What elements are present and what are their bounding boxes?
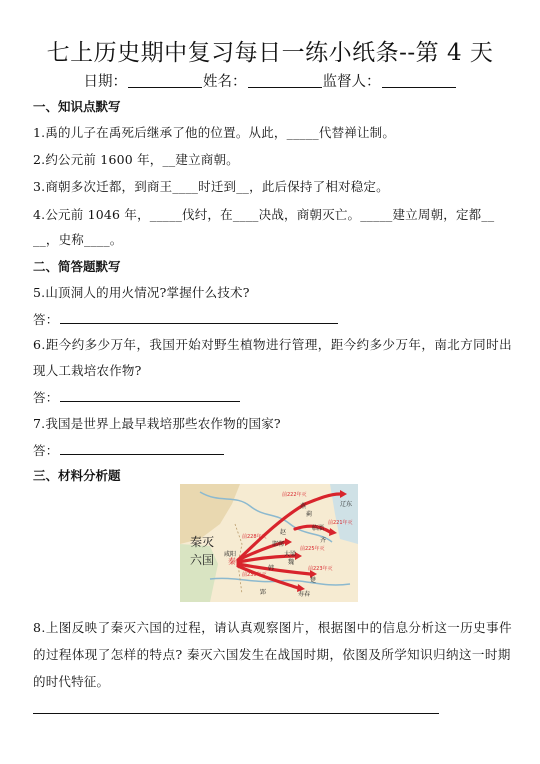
supervisor-label: 监督人： <box>322 74 381 90</box>
label-linzi: 临淄 <box>312 525 325 532</box>
label-zhao: 赵 <box>280 529 287 536</box>
question-3: 3.商朝多次迁都，到商王____时迁到__，此后保持了相对稳定。 <box>33 179 389 194</box>
page-title: 七上历史期中复习每日一练小纸条--第 4 天 <box>46 40 494 66</box>
answer-label-5: 答： <box>33 312 59 327</box>
label-chu: 楚 <box>310 577 317 584</box>
year-223: 前223年灭 <box>308 566 333 572</box>
year-221: 前221年灭 <box>328 520 353 526</box>
answer-label-7: 答： <box>33 443 59 458</box>
year-230: 前230年灭 <box>242 572 267 578</box>
question-5: 5.山顶洞人的用火情况?掌握什么技术? <box>33 285 250 300</box>
section-heading-knowledge: 一、知识点默写 <box>33 99 121 114</box>
answer-label-6: 答： <box>33 390 59 405</box>
name-label: 姓名： <box>203 74 247 90</box>
question-8-cont: 的过程体现了怎样的特点? 秦灭六国发生在战国时期，依图及所学知识归纳这一时期 <box>33 647 511 662</box>
year-222: 前222年灭 <box>282 492 307 498</box>
label-yan: 燕 <box>300 503 307 510</box>
question-7: 7.我国是世界上最早栽培那些农作物的国家? <box>33 416 281 431</box>
map-title-1: 秦灭 <box>190 535 215 549</box>
label-qin: 秦 <box>228 557 236 566</box>
info-row <box>0 70 540 91</box>
question-4: 4.公元前 1046 年，_____伐纣，在____决战，商朝灭亡。_____建立周朝，定都__ <box>33 207 495 222</box>
answer-line-5[interactable] <box>60 323 338 324</box>
label-shouchun: 寿春 <box>298 591 311 598</box>
answer-line-8[interactable] <box>33 713 439 714</box>
label-han: 韩 <box>268 565 275 572</box>
label-daliang: 大梁 <box>284 551 297 558</box>
question-8: 8.上图反映了秦灭六国的过程，请认真观察图片，根据图中的信息分析这一历史事件 <box>33 620 513 635</box>
map-title-2: 六国 <box>190 553 215 567</box>
question-1: 1.禹的儿子在禹死后继承了他的位置。从此，_____代替禅让制。 <box>33 125 396 140</box>
label-ji: 蓟 <box>306 511 313 518</box>
section-heading-short-answer: 二、简答题默写 <box>33 259 121 274</box>
label-ying: 郢 <box>260 589 267 596</box>
section-heading-material: 三、材料分析题 <box>33 468 121 483</box>
label-xianyang: 咸阳 <box>224 551 237 558</box>
label-qi: 齐 <box>320 537 327 544</box>
label-liaodong: 辽东 <box>340 501 353 508</box>
date-blank[interactable] <box>128 87 202 88</box>
year-228: 前228年灭 <box>242 534 267 540</box>
question-2: 2.约公元前 1600 年，__建立商朝。 <box>33 152 239 167</box>
date-label: 日期： <box>83 74 127 90</box>
qin-conquest-map <box>180 484 358 602</box>
question-8-cont-2: 的时代特征。 <box>33 674 110 689</box>
label-handan: 邯郸 <box>272 541 285 548</box>
supervisor-blank[interactable] <box>382 87 456 88</box>
name-blank[interactable] <box>248 87 322 88</box>
question-6-cont: 现人工栽培农作物? <box>33 363 142 378</box>
question-4-cont: __，史称____。 <box>33 232 123 247</box>
map-svg <box>180 484 358 602</box>
year-225: 前225年灭 <box>300 546 325 552</box>
label-wei: 魏 <box>288 559 295 566</box>
question-6: 6.距今约多少万年，我国开始对野生植物进行管理，距今约多少万年，南北方同时出 <box>33 337 513 352</box>
answer-line-6[interactable] <box>60 401 240 402</box>
answer-line-7[interactable] <box>60 454 224 455</box>
